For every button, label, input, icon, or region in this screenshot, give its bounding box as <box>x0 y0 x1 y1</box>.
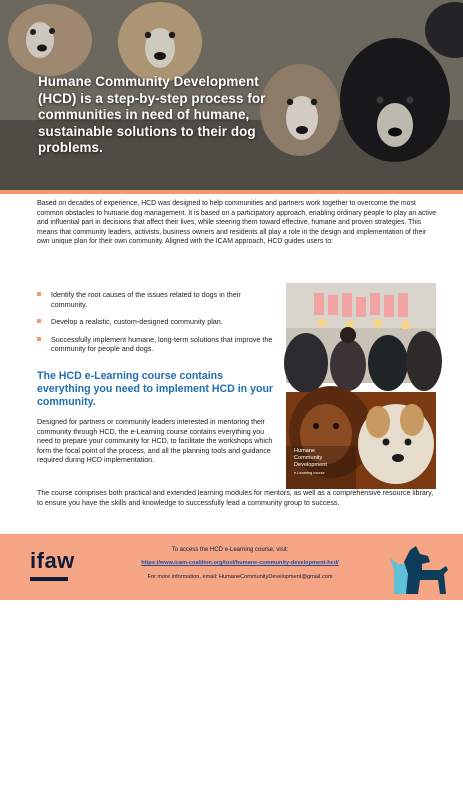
course-cover-photo <box>286 392 436 791</box>
workshop-photo <box>286 283 436 383</box>
cover-caption-sub: e-Learning course <box>294 471 325 476</box>
footer <box>0 534 463 600</box>
logo-underline <box>30 577 68 581</box>
cover-caption-line: Humane <box>294 448 316 454</box>
cover-caption-line: Development <box>294 461 327 468</box>
hero-title: Humane Community Development (HCD) is a step-by-step process for communities in need of humane, sustainable solutions to their dog problems. <box>38 74 266 155</box>
bullet-icon <box>37 319 41 323</box>
contact-text: For more information, email: HumaneCommunityDevelopment@gmail.com <box>147 574 333 580</box>
cover-brand: ifaw <box>421 787 428 791</box>
cover-caption-line: Community <box>294 454 323 461</box>
guides-list <box>37 290 277 362</box>
list-item-text: Successfully implement humane, long-term solutions that improve the community for people and dogs. <box>51 334 273 354</box>
list-item-text: Develop a realistic, custom-designed community plan. <box>51 317 223 327</box>
elearning-heading: The HCD e-Learning course contains everything you need to implement HCD in your community. <box>37 370 274 408</box>
intro-paragraph: Based on decades of experience, HCD was designed to help communities and partners work together to overcome the most common obstacles to humane dog management. It is based on a participatory approach, enabling ordinary people to play an active and influential part in decisions that affect their lives, while steering them toward effective, humane and proven strategies. This means that community leaders, activists, business owners and residents all play a role in the design and implementation of their own unique plan for their own community. Aligned with the ICAM approach, HCD guides users to: <box>37 200 437 246</box>
bullet-icon <box>37 337 41 341</box>
accent-bar <box>0 190 463 194</box>
elearning-paragraph: Designed for partners or community leaders interested in mentoring their community through HCD, the e-Learning course contains everything you need to prepare your community for HCD, to facilitate the workshops which form the focal point of the process, and all the planning tools and guidance required during HCD implementation. <box>37 418 273 464</box>
course-paragraph: The course comprises both practical and extended learning modules for mentors, as well as a comprehensive resource library, to ensure you have the skills and knowledge to successfully lead a community group to success. <box>37 489 434 507</box>
course-link[interactable]: https://www.icam-coalition.org/tool/humane-community-development-hcd/ <box>141 560 339 566</box>
bullet-icon <box>37 292 41 296</box>
dog-cat-icon <box>386 540 456 596</box>
list-item-text: Identify the root causes of the issues related to dogs in their community. <box>51 290 241 309</box>
list-item <box>37 317 277 327</box>
hero-banner <box>0 0 463 190</box>
list-item <box>37 290 277 309</box>
access-text: To access the HCD e-Learning course, visit: <box>171 547 289 553</box>
list-item <box>37 335 277 354</box>
cover-caption <box>294 448 327 477</box>
ifaw-logo: ifaw <box>30 548 75 573</box>
